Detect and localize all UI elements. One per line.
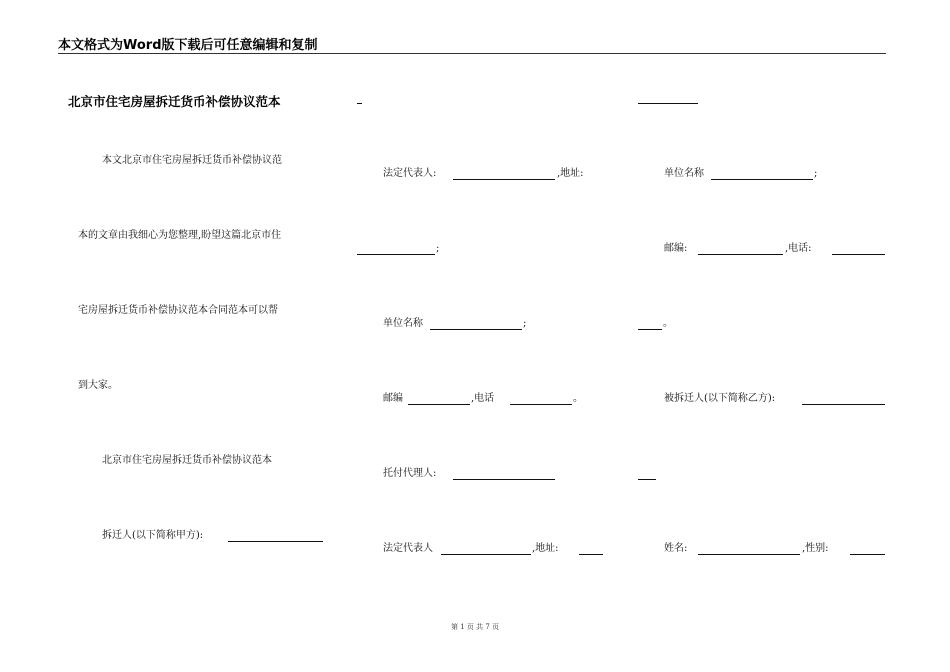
paragraph-line: 本文北京市住宅房屋拆迁货币补偿协议范 [102,155,282,166]
punctuation: ; [814,168,818,179]
blank-line [698,554,800,555]
blank-line [430,329,522,330]
punctuation: ; [523,318,527,329]
blank-line [802,404,885,405]
blank-line [357,103,362,104]
blank-line [228,541,323,542]
blank-line [408,404,470,405]
field-label: 邮编: [664,243,688,254]
blank-line [510,404,572,405]
field-label: 拆迁人(以下简称甲方): [102,530,204,541]
blank-line [453,479,555,480]
field-label: 姓名: [664,543,688,554]
header-rule [58,53,886,54]
paragraph-line: 本的文章由我细心为您整理,盼望这篇北京市住 [78,230,282,241]
field-label: 法定代表人 [383,543,433,554]
blank-line [638,329,662,330]
document-title: 北京市住宅房屋拆迁货币补偿协议范本 [68,94,281,109]
blank-line [453,179,555,180]
blank-line [441,554,531,555]
paragraph-line: 到大家。 [78,380,118,391]
punctuation: 。 [663,318,673,329]
document-header: 本文格式为Word版下载后可任意编辑和复制 [58,38,318,53]
field-label: ,地址: [532,543,559,554]
field-label: ,电话 [471,393,495,404]
paragraph-line: 宅房屋拆迁货币补偿协议范本合同范本可以帮 [78,305,278,316]
paragraph-line: 北京市住宅房屋拆迁货币补偿协议范本 [102,455,272,466]
field-label: 单位名称 [664,168,704,179]
field-label: 单位名称 [383,318,423,329]
page-number: 第 1 页 共 7 页 [450,623,500,631]
blank-line [850,554,885,555]
blank-line [579,554,603,555]
blank-line [638,103,698,104]
blank-line [638,479,656,480]
field-label: 托付代理人: [383,468,437,479]
field-label: ,地址: [557,168,584,179]
punctuation: 。 [573,393,583,404]
blank-line [357,254,435,255]
blank-line [832,254,885,255]
field-label: 被拆迁人(以下简称乙方): [664,393,776,404]
blank-line [698,254,783,255]
field-label: 法定代表人: [383,168,437,179]
field-label: 邮编 [383,393,403,404]
punctuation: ; [436,243,440,254]
field-label: ,性别: [802,543,829,554]
field-label: ,电话: [785,243,812,254]
blank-line [711,179,813,180]
